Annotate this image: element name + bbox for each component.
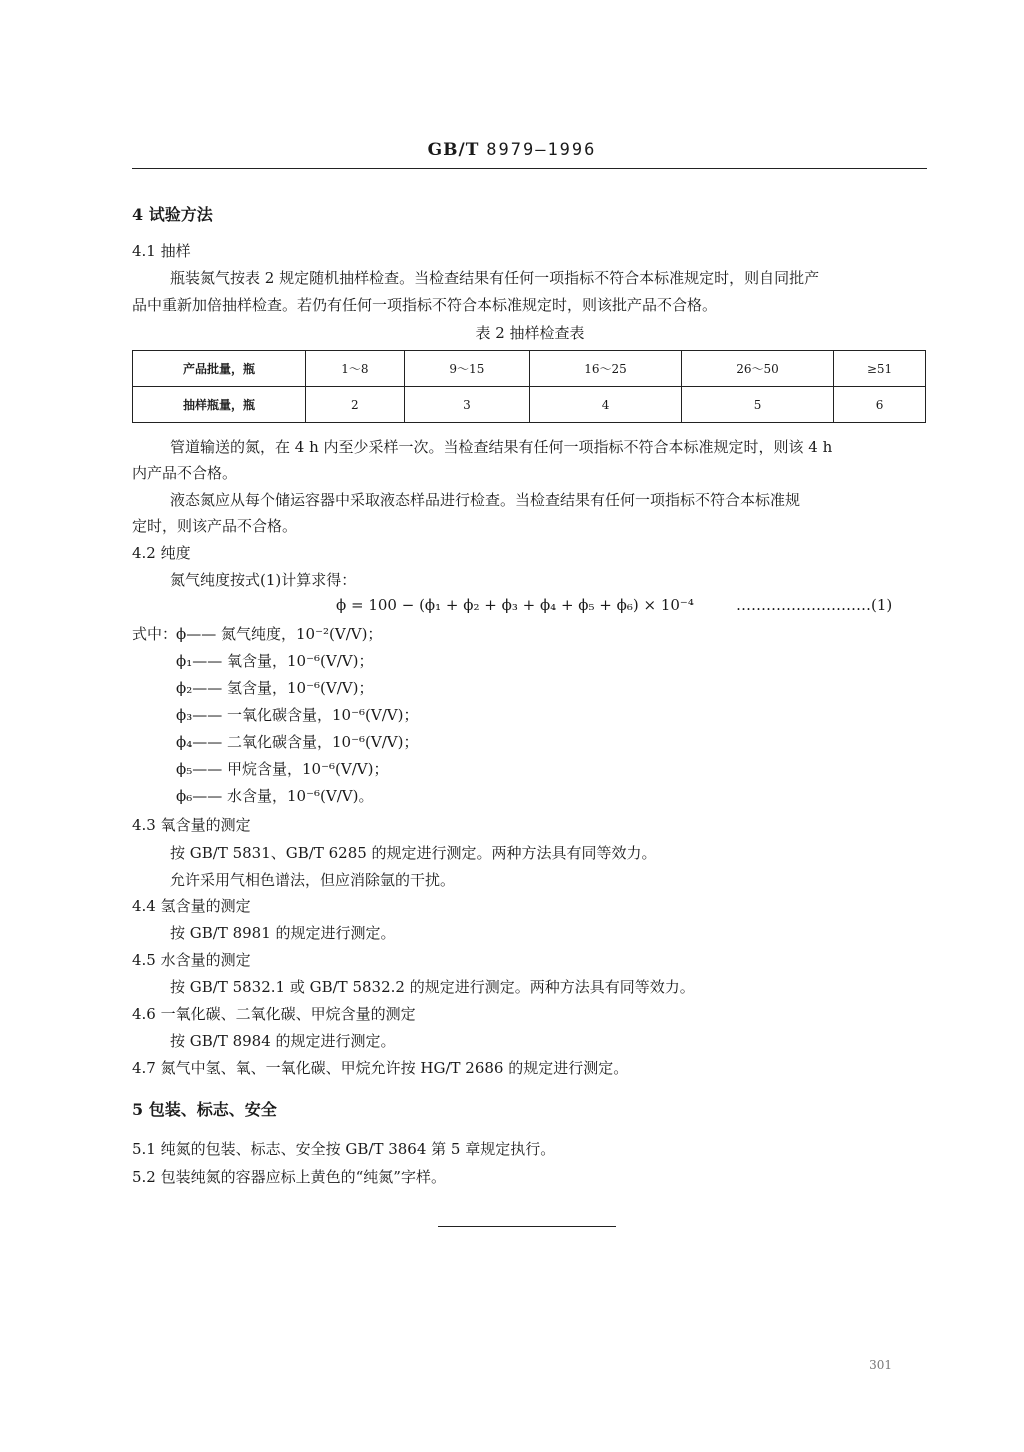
section-4-6-title: 4.6 一氧化碳、二氧化碳、甲烷含量的测定 bbox=[132, 1005, 416, 1023]
section-5-1: 5.1 纯氮的包装、标志、安全按 GB/T 3864 第 5 章规定执行。 bbox=[132, 1140, 556, 1158]
table-row bbox=[133, 387, 926, 423]
s4-1-para1-line1: 瓶装氮气按表 2 规定随机抽样检查。当检查结果有任何一项指标不符合本标准规定时，则自同批产 bbox=[170, 269, 820, 287]
table-cell: 9～15 bbox=[404, 351, 529, 387]
header-rule bbox=[132, 168, 927, 169]
def-phi4: ϕ₄—— 二氧化碳含量，10⁻⁶(V/V)； bbox=[176, 733, 419, 751]
table-cell: 6 bbox=[834, 387, 926, 423]
s4-4-line1: 按 GB/T 8981 的规定进行测定。 bbox=[170, 924, 396, 942]
s4-5-line1: 按 GB/T 5832.1 或 GB/T 5832.2 的规定进行测定。两种方法具有同等效力。 bbox=[170, 978, 695, 996]
section-4-4-title: 4.4 氢含量的测定 bbox=[132, 897, 251, 915]
row-header-batch: 产品批量，瓶 bbox=[133, 351, 306, 387]
page-header bbox=[0, 140, 1024, 160]
def-phi3: ϕ₃—— 一氧化碳含量，10⁻⁶(V/V)； bbox=[176, 706, 419, 724]
sampling-table bbox=[132, 350, 926, 423]
def-phi6: ϕ₆—— 水含量，10⁻⁶(V/V)。 bbox=[176, 787, 374, 805]
purity-formula: ϕ = 100 − (ϕ₁ + ϕ₂ + ϕ₃ + ϕ₄ + ϕ₅ + ϕ₆) × 10⁻⁴ bbox=[336, 596, 694, 614]
table-2-caption: 表 2 抽样检查表 bbox=[475, 324, 585, 342]
def-phi5: ϕ₅—— 甲烷含量，10⁻⁶(V/V)； bbox=[176, 760, 389, 778]
section-4-7-title: 4.7 氮气中氢、氧、一氧化碳、甲烷允许按 HG/T 2686 的规定进行测定。 bbox=[132, 1059, 629, 1077]
table-cell: 16～25 bbox=[530, 351, 682, 387]
s4-3-line2: 允许采用气相色谱法，但应消除氩的干扰。 bbox=[170, 871, 456, 889]
table-cell: 1～8 bbox=[306, 351, 405, 387]
s4-1-para2-line2: 内产品不合格。 bbox=[132, 464, 238, 482]
table-cell: 2 bbox=[306, 387, 405, 423]
table-cell: 4 bbox=[530, 387, 682, 423]
where-label: 式中： bbox=[132, 625, 178, 643]
standard-prefix: GB/T bbox=[427, 140, 480, 160]
page-number: 301 bbox=[869, 1358, 892, 1372]
table-cell: 5 bbox=[682, 387, 834, 423]
s4-1-para1-line2: 品中重新加倍抽样检查。若仍有任何一项指标不符合本标准规定时，则该批产品不合格。 bbox=[132, 296, 718, 314]
section-5-2: 5.2 包装纯氮的容器应标上黄色的“纯氮”字样。 bbox=[132, 1168, 446, 1186]
s4-1-para3-line1: 液态氮应从每个储运容器中采取液态样品进行检查。当检查结果有任何一项指标不符合本标准规 bbox=[170, 491, 801, 509]
s4-3-line1: 按 GB/T 5831、GB/T 6285 的规定进行测定。两种方法具有同等效力。 bbox=[170, 844, 657, 862]
def-phi: ϕ—— 氮气纯度，10⁻²(V/V)； bbox=[176, 625, 383, 643]
s4-6-line1: 按 GB/T 8984 的规定进行测定。 bbox=[170, 1032, 396, 1050]
section-4-5-title: 4.5 水含量的测定 bbox=[132, 951, 251, 969]
section-4-3-title: 4.3 氧含量的测定 bbox=[132, 816, 251, 834]
s4-1-para3-line2: 定时，则该产品不合格。 bbox=[132, 517, 298, 535]
table-cell: 3 bbox=[404, 387, 529, 423]
section-4-2-title: 4.2 纯度 bbox=[132, 544, 191, 562]
table-cell: 26～50 bbox=[682, 351, 834, 387]
def-phi1: ϕ₁—— 氧含量，10⁻⁶(V/V)； bbox=[176, 652, 374, 670]
end-rule bbox=[438, 1226, 616, 1227]
formula-number: ………………………(1) bbox=[736, 596, 893, 614]
row-header-sample: 抽样瓶量，瓶 bbox=[133, 387, 306, 423]
section-4-1-title: 4.1 抽样 bbox=[132, 242, 191, 260]
table-cell: ≥51 bbox=[834, 351, 926, 387]
def-phi2: ϕ₂—— 氢含量，10⁻⁶(V/V)； bbox=[176, 679, 374, 697]
standard-number: 8979—1996 bbox=[486, 140, 597, 160]
section-4-title: 4 试验方法 bbox=[132, 205, 213, 224]
section-5-title: 5 包装、标志、安全 bbox=[132, 1100, 277, 1119]
s4-2-intro: 氮气纯度按式(1)计算求得： bbox=[170, 571, 357, 589]
table-row bbox=[133, 351, 926, 387]
s4-1-para2-line1: 管道输送的氮，在 4 h 内至少采样一次。当检查结果有任何一项指标不符合本标准规定时，则该 4 h bbox=[170, 438, 833, 456]
